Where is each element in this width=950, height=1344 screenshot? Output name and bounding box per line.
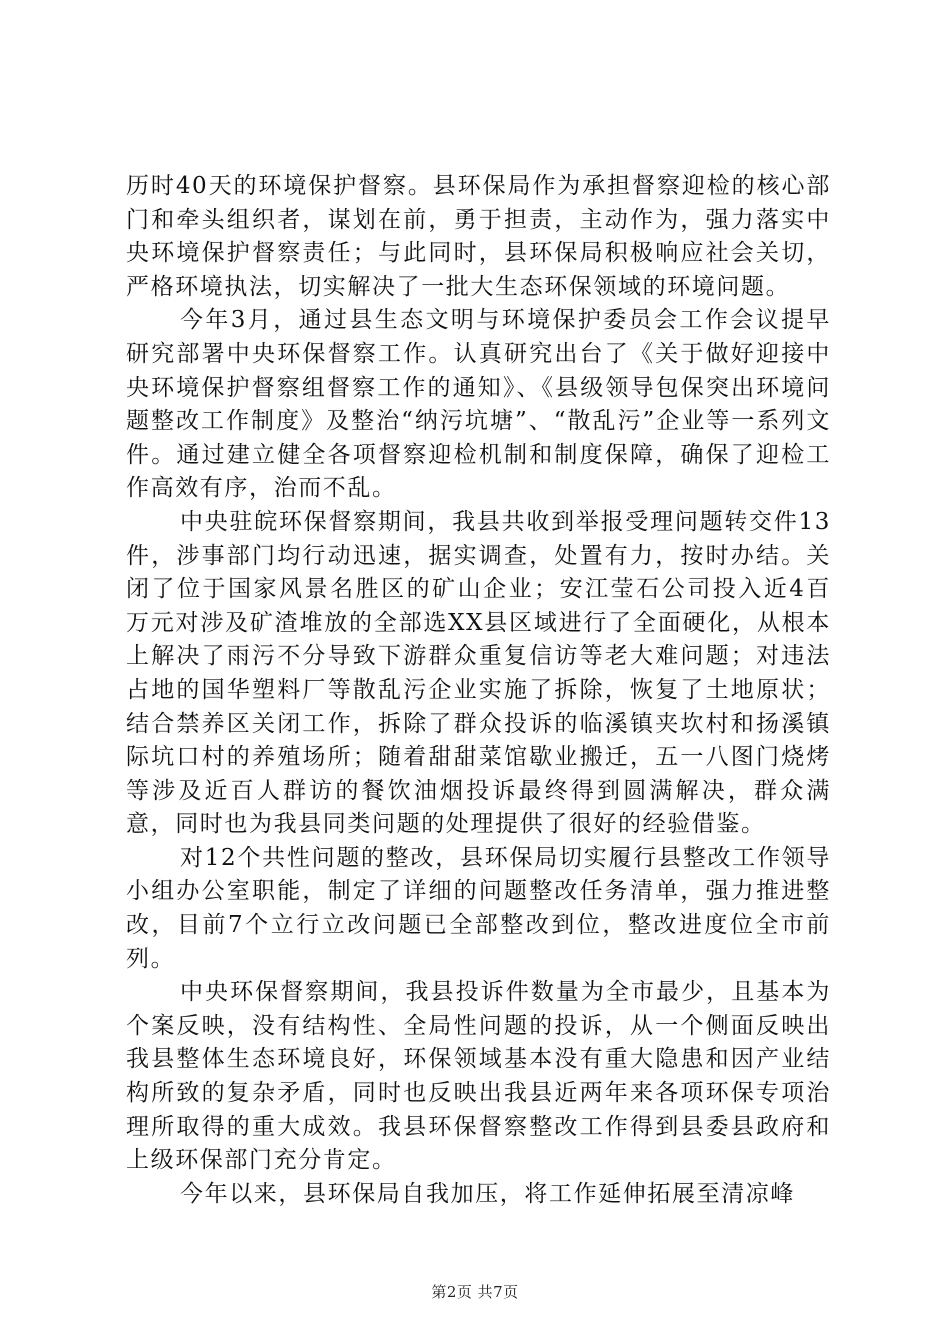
paragraph-3: 中央驻皖环保督察期间，我县共收到举报受理问题转交件13件，涉事部门均行动迅速，据实调查，处置有力，按时办结。关闭了位于国家风景名胜区的矿山企业；安江莹石公司投入近4百万元对涉及矿渣堆放的全部选XX县区域进行了全面硬化，从根本上解决了雨污不分导致下游群众重复信访等老大难问题；对违法占地的国华塑料厂等散乱污企业实施了拆除，恢复了土地原状；结合禁养区关闭工作，拆除了群众投诉的临溪镇夹坎村和扬溪镇际坑口村的养殖场所；随着甜甜菜馆歇业搬迁，五一八图门烧烤等涉及近百人群访的餐饮油烟投诉最终得到圆满解决，群众满意，同时也为我县同类问题的处理提供了很好的经验借鉴。: [126, 508, 831, 838]
paragraph-1: 历时40天的环境保护督察。县环保局作为承担督察迎检的核心部门和牵头组织者，谋划在前，勇于担责，主动作为，强力落实中央环境保护督察责任；与此同时，县环保局积极响应社会关切，严格环境执法，切实解决了一批大生态环保领域的环境问题。: [126, 173, 831, 300]
paragraph-6: 今年以来，县环保局自我加压，将工作延伸拓展至清凉峰: [180, 1180, 795, 1207]
paragraph-4: 对12个共性问题的整改，县环保局切实履行县整改工作领导小组办公室职能，制定了详细的问题整改任务清单，强力推进整改，目前7个立行立改问题已全部整改到位，整改进度位全市前列。: [126, 844, 831, 972]
document-body: [126, 170, 831, 1211]
paragraph-2: 今年3月，通过县生态文明与环境保护委员会工作会议提早研究部署中央环保督察工作。认真研究出台了《关于做好迎接中央环境保护督察组督察工作的通知》、《县级领导包保突出环境问题整改工作制度》及整治“纳污坑塘”、“散乱污”企业等一系列文件。通过建立健全各项督察迎检机制和制度保障，确保了迎检工作高效有序，治而不乱。: [126, 307, 831, 502]
page-number-footer: 第2页 共7页: [431, 1283, 519, 1301]
paragraph-5: 中央环保督察期间，我县投诉件数量为全市最少，且基本为个案反映，没有结构性、全局性问题的投诉，从一个侧面反映出我县整体生态环境良好，环保领域基本没有重大隐患和因产业结构所致的复杂矛盾，同时也反映出我县近两年来各项环保专项治理所取得的重大成效。我县环保督察整改工作得到县委县政府和上级环保部门充分肯定。: [126, 979, 831, 1174]
